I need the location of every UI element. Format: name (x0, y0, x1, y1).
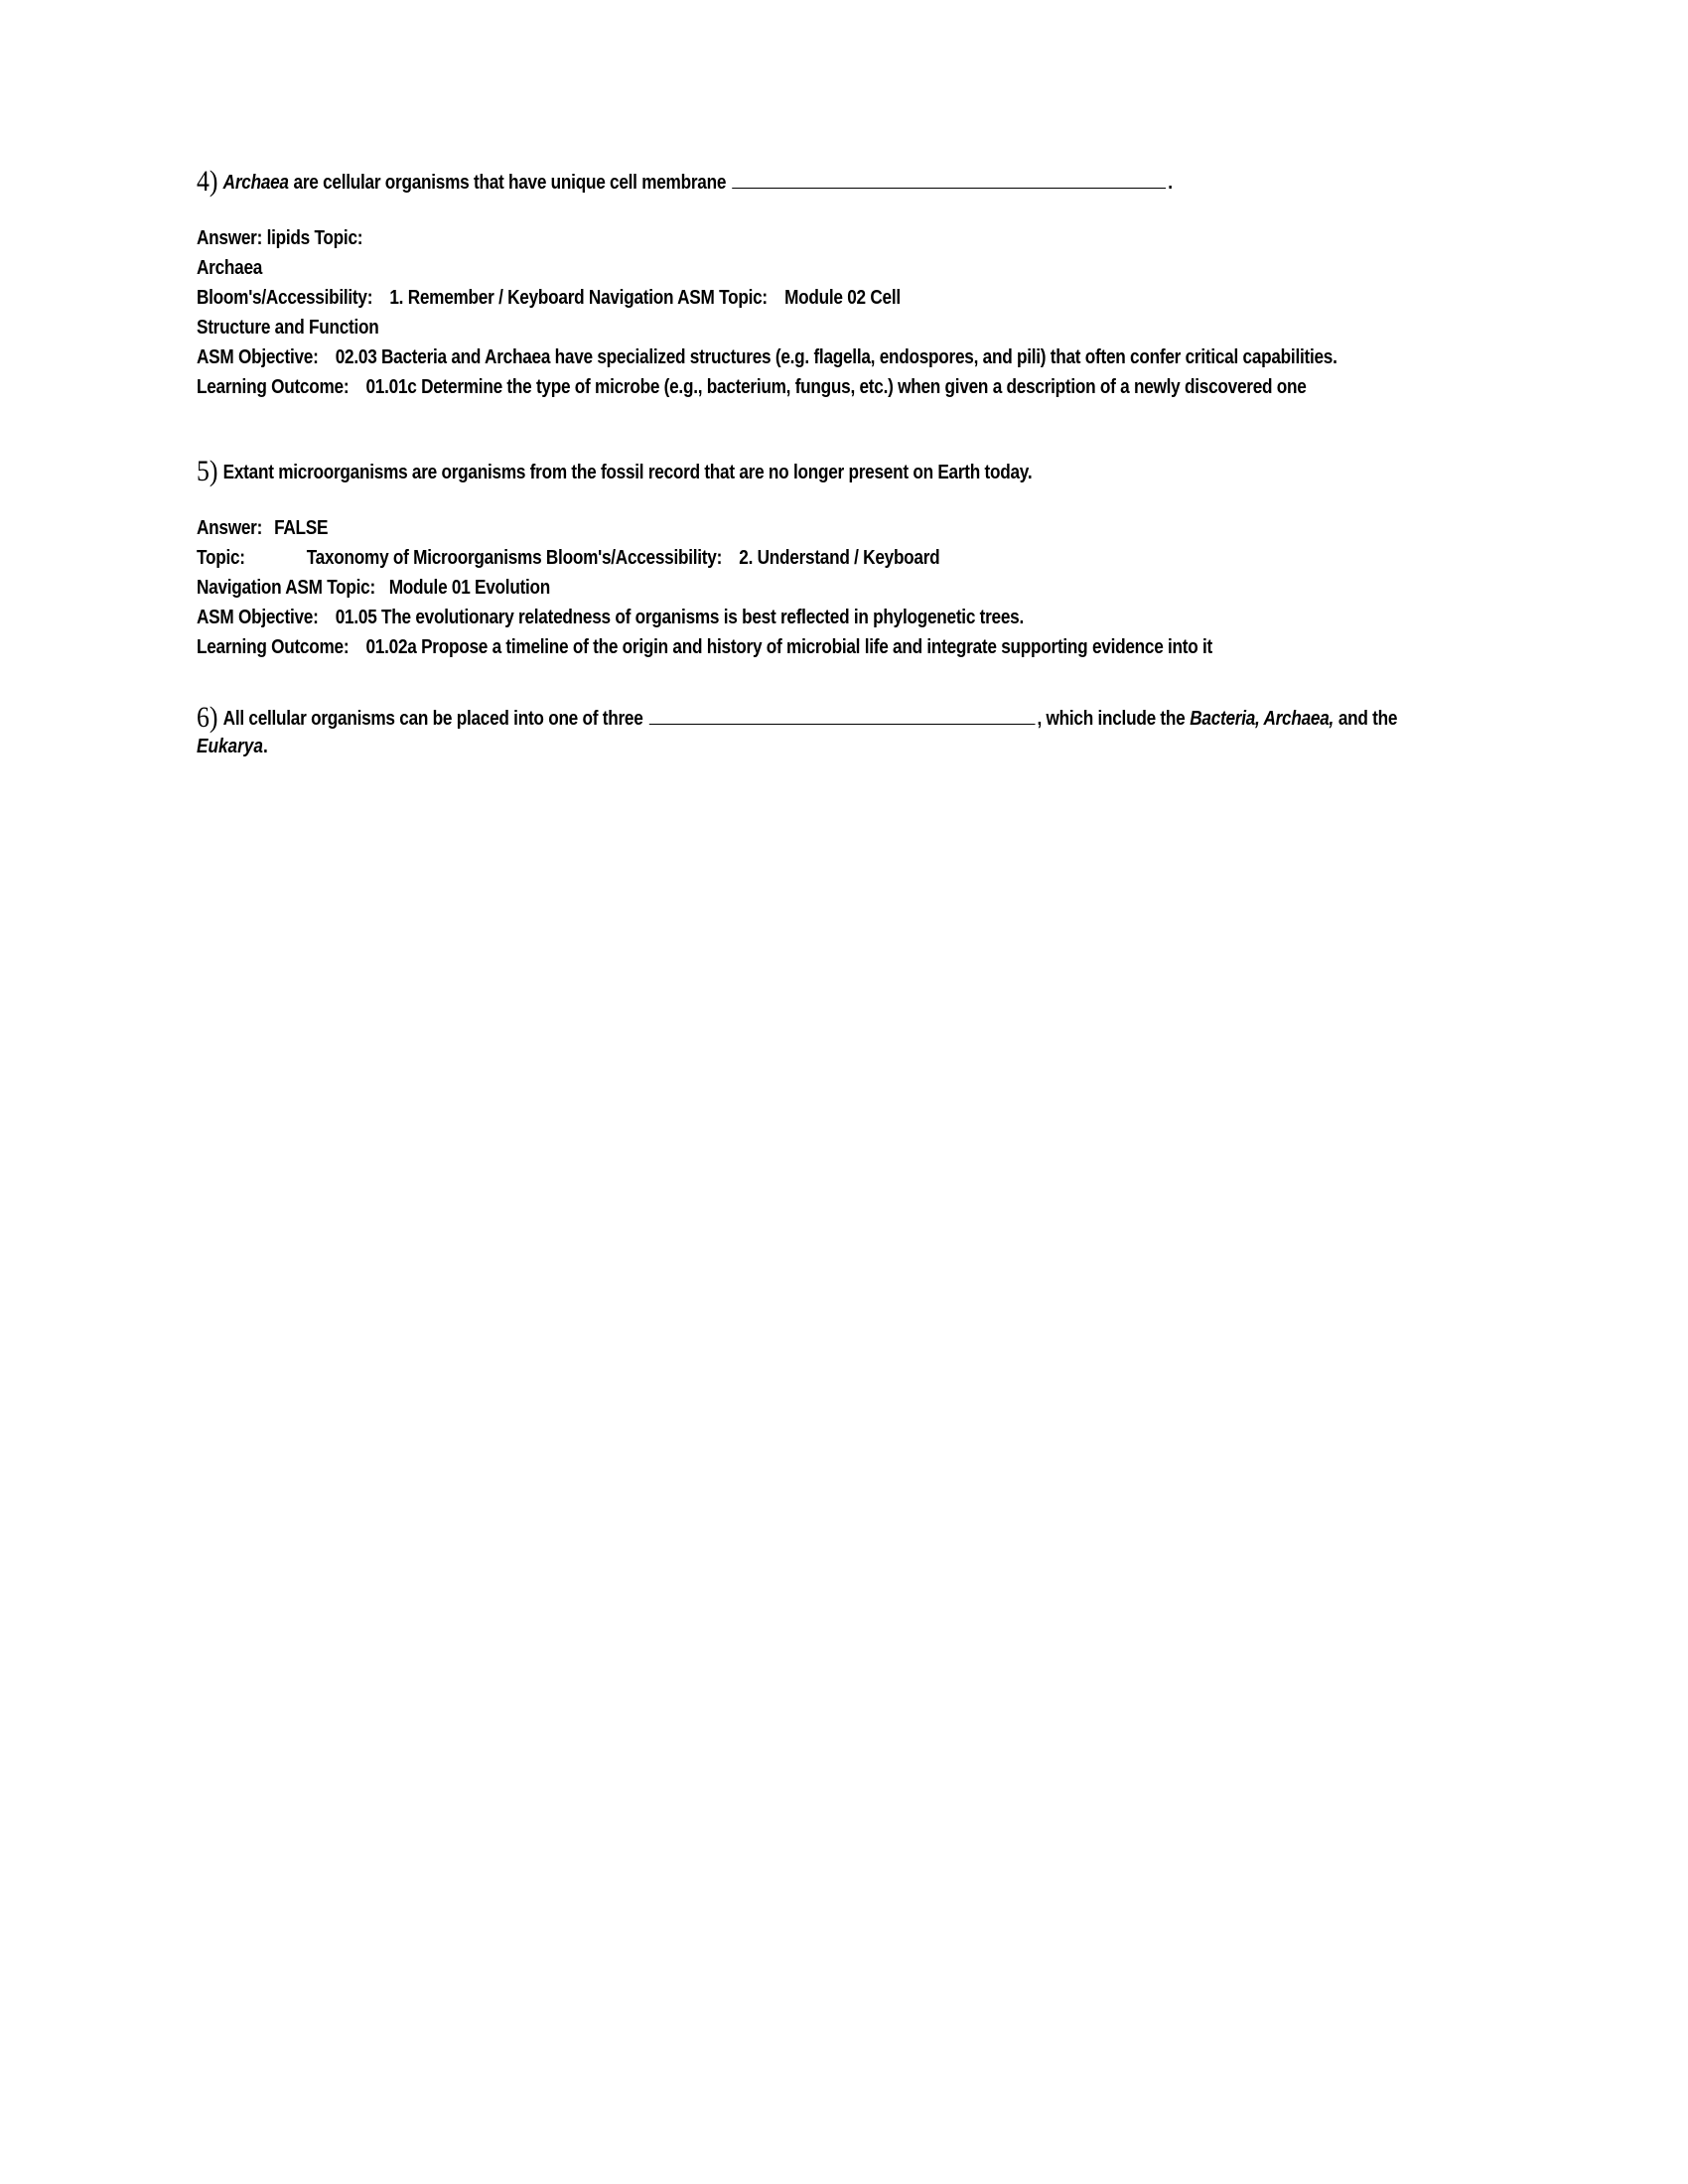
question-4-metadata (197, 223, 1487, 402)
answer-blank (733, 168, 1167, 189)
learning-outcome-label: Learning Outcome: (197, 376, 350, 398)
italic-term-eukarya: Eukarya (197, 736, 263, 757)
asm-topic-line (197, 573, 1307, 603)
answer-blank (649, 704, 1036, 725)
learning-outcome-line (197, 632, 1307, 662)
question-4-stem (197, 167, 1307, 198)
blooms-label: Bloom's/Accessibility: (197, 287, 373, 309)
learning-outcome-label: Learning Outcome: (197, 636, 350, 658)
asm-topic-value: Module 01 Evolution (388, 577, 551, 599)
question-end-punct: . (262, 736, 268, 757)
asm-topic-continuation: Structure and Function (197, 317, 379, 339)
asm-topic-value: Module 02 Cell (784, 287, 901, 309)
asm-objective-line (197, 342, 1337, 372)
question-text: Extant microorganisms are organisms from the fossil record that are no longer present on Earth today. (222, 462, 1033, 483)
question-6-continuation (197, 734, 1307, 759)
learning-outcome-line (197, 372, 1307, 402)
topic-value: Archaea (197, 257, 263, 279)
asm-objective-label: ASM Objective: (197, 346, 319, 368)
answer-label: Answer: (197, 517, 263, 539)
answer-line (197, 513, 1307, 543)
topic-line (197, 543, 1307, 573)
blooms-line (197, 283, 1307, 313)
question-subject: Archaea (222, 172, 289, 194)
italic-terms: Bacteria, Archaea, (1190, 708, 1335, 730)
learning-outcome-value: 01.02a Propose a timeline of the origin and history of microbial life and integrate supporting evidence into it (365, 636, 1213, 658)
question-5-stem (197, 457, 1307, 487)
blooms-value: 2. Understand / Keyboard (739, 547, 940, 569)
question-5-metadata (197, 513, 1487, 662)
question-text-after: , which include the (1037, 708, 1186, 730)
asm-objective-label: ASM Objective: (197, 607, 319, 628)
question-number: 6) (197, 701, 218, 734)
question-text: are cellular organisms that have unique cell membrane (293, 172, 727, 194)
question-4 (197, 167, 1487, 402)
question-5 (197, 457, 1487, 662)
topic-value: Taxonomy of Microorganisms Bloom's/Accessibility: (306, 547, 723, 569)
question-number: 4) (197, 165, 218, 198)
asm-objective-value: 01.05 The evolutionary relatedness of organisms is best reflected in phylogenetic trees. (335, 607, 1025, 628)
topic-label: Topic: (197, 547, 245, 569)
question-end-punct: . (1168, 172, 1173, 194)
question-text: All cellular organisms can be placed into one of three (222, 708, 643, 730)
question-text-and: and the (1337, 708, 1398, 730)
answer-value: FALSE (274, 517, 329, 539)
learning-outcome-value: 01.01c Determine the type of microbe (e.g., bacterium, fungus, etc.) when given a description of a newly discovered one (365, 376, 1307, 398)
asm-topic-label: Navigation ASM Topic: (197, 577, 375, 599)
question-number: 5) (197, 455, 218, 487)
asm-objective-value: 02.03 Bacteria and Archaea have specialized structures (e.g. flagella, endospores, and pili) that often confer critical capabilities. (335, 346, 1337, 368)
blooms-value: 1. Remember / Keyboard Navigation ASM Topic: (389, 287, 768, 309)
question-6-stem (197, 701, 1398, 734)
question-6 (197, 703, 1487, 759)
answer-topic-line: Answer: lipids Topic: (197, 227, 363, 249)
asm-objective-line (197, 603, 1307, 632)
